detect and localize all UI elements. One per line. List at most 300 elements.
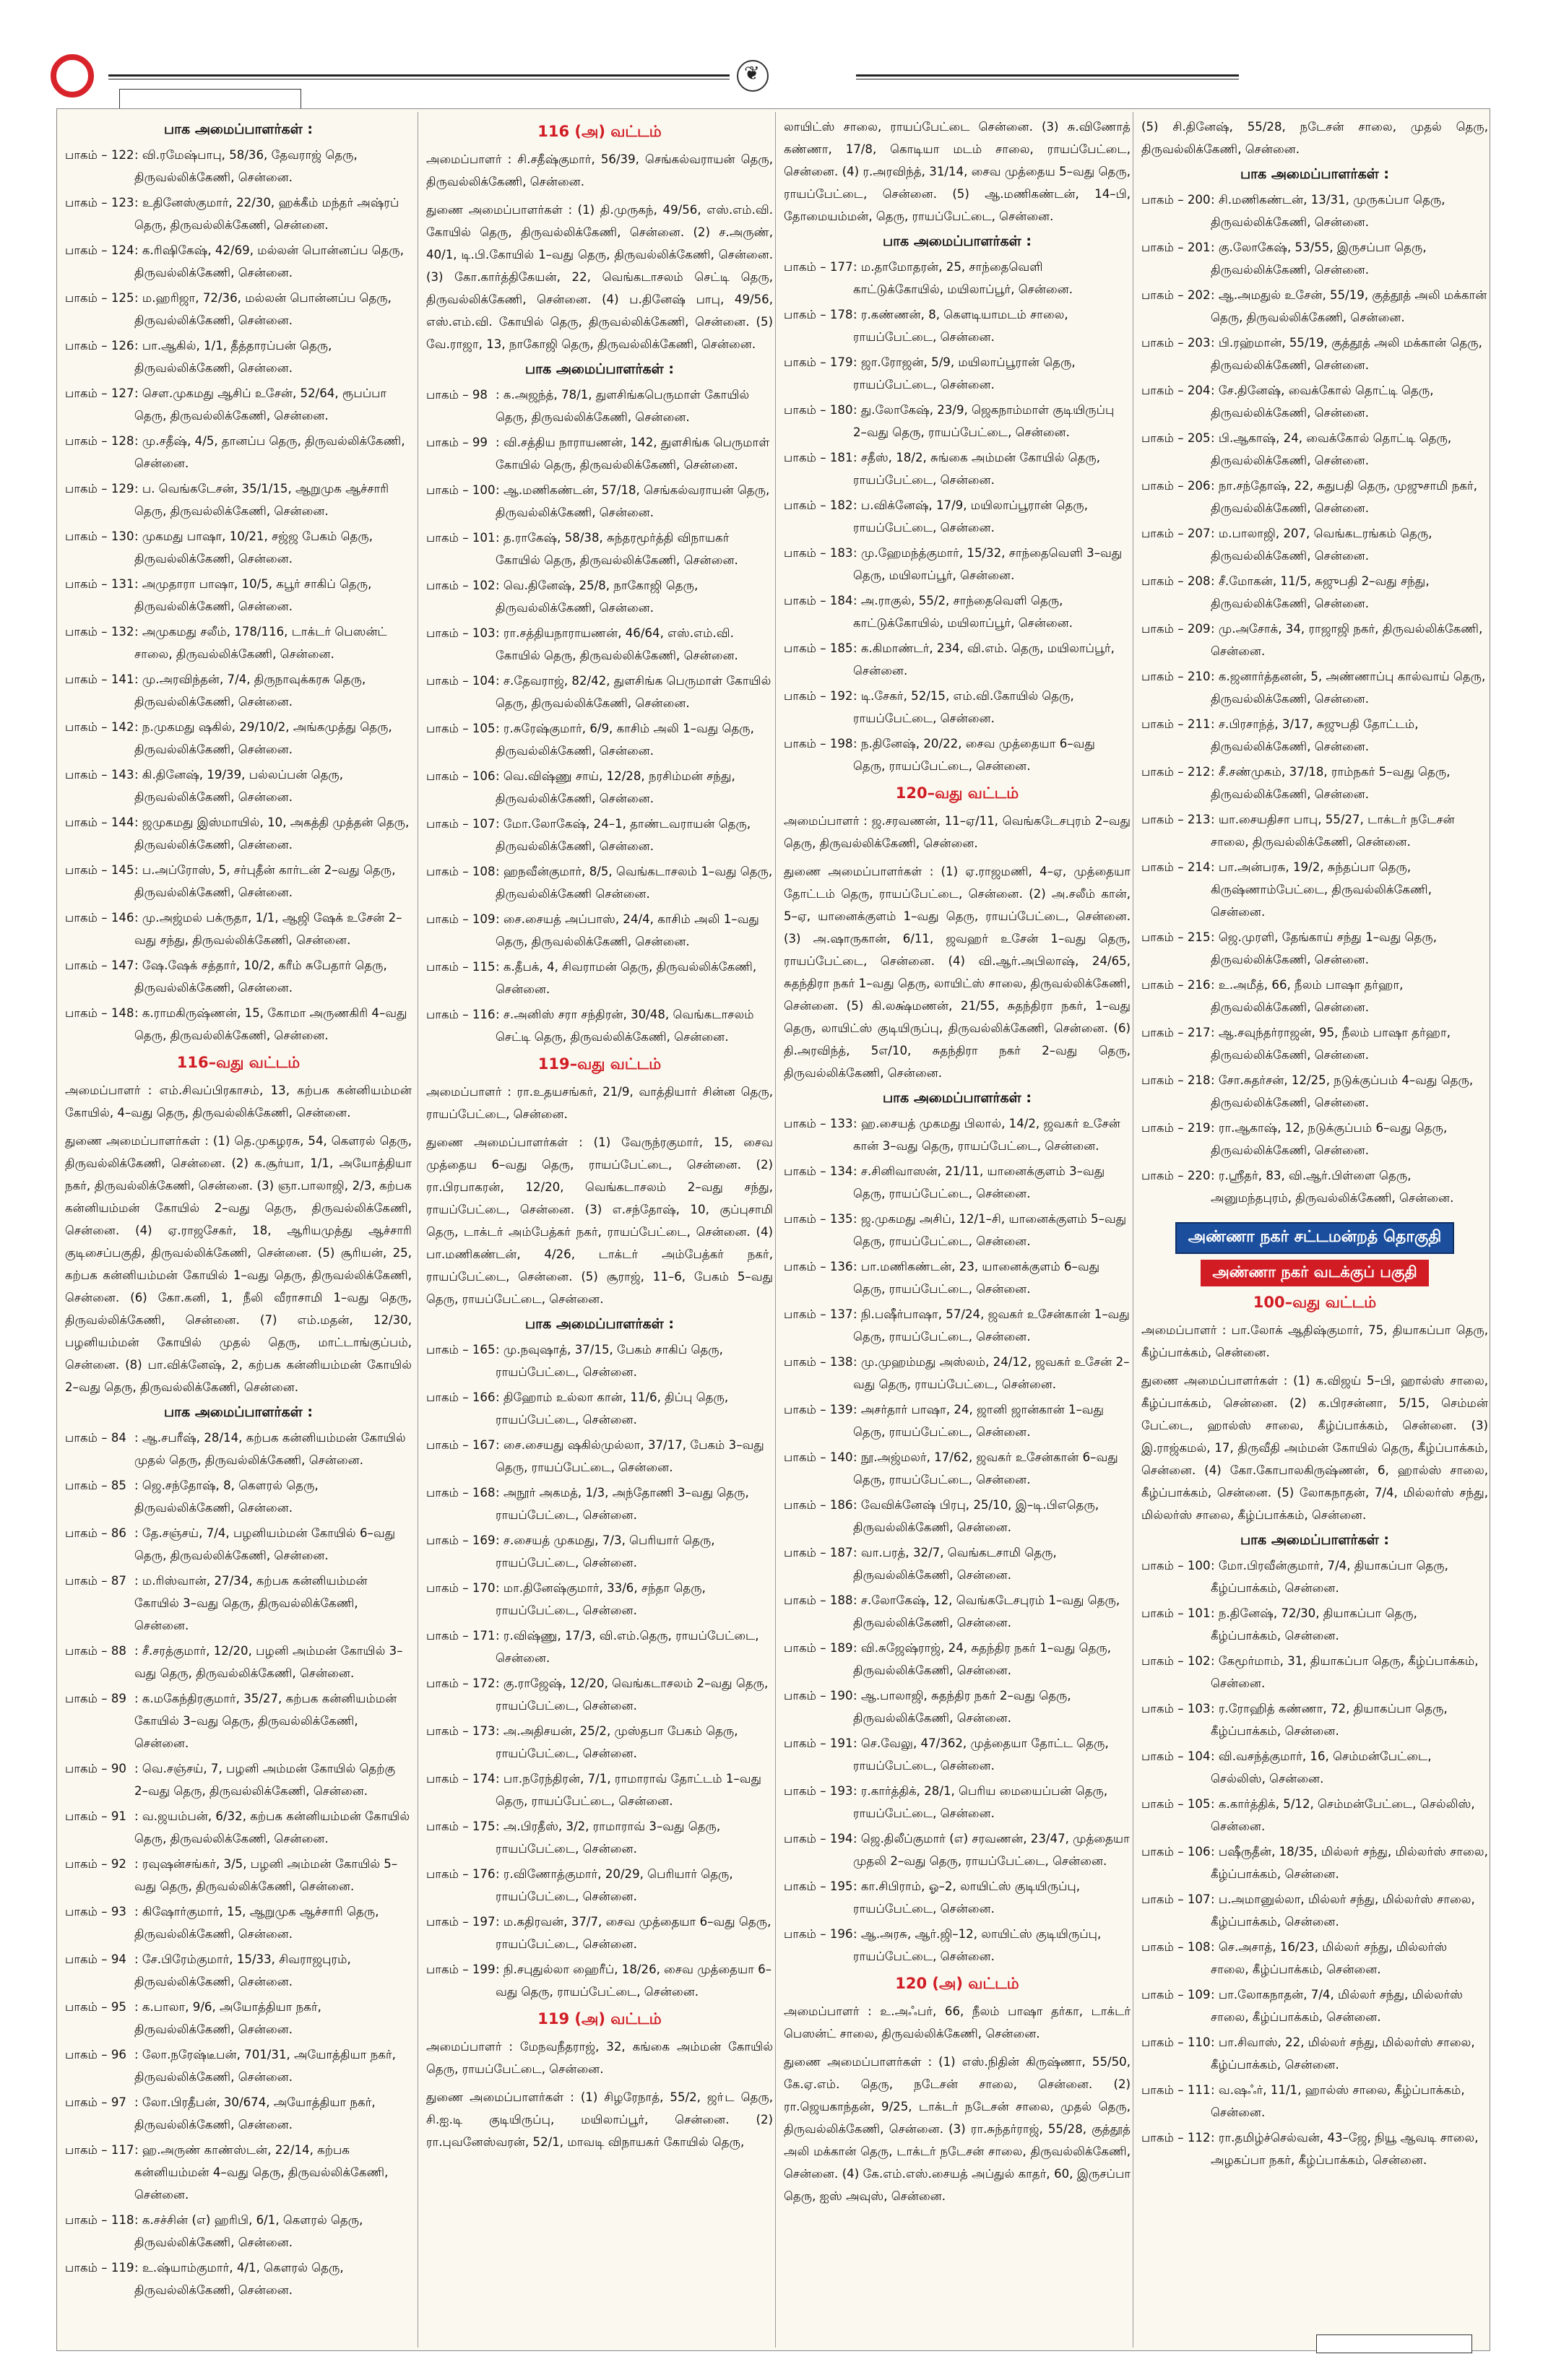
booth-number: பாகம் – 196 bbox=[784, 1927, 853, 1941]
booth-details: : ர.சுரேஷ்குமார், 6/9, காசிம் அலி 1–வது தெரு, திருவல்லிக்கேணி, சென்னை. bbox=[496, 722, 754, 758]
column-1 bbox=[65, 116, 412, 2344]
booth-details: : மு.அஜ்மல் பக்ருதா, 1/1, ஆஜி ஷேக் உசேன் 2–வது சந்து, திருவல்லிக்கேணி, சென்னை. bbox=[134, 911, 402, 947]
booth-details: : ஜமுகமது இஸ்மாயில், 10, அகத்தி முத்தன் தெரு, திருவல்லிக்கேணி, சென்னை. bbox=[134, 815, 410, 852]
booth-number: பாகம் – 166 bbox=[426, 1390, 496, 1404]
booth-number: பாகம் – 130 bbox=[65, 529, 134, 543]
booth-entry bbox=[426, 1481, 773, 1526]
booth-number: பாகம் – 181 bbox=[784, 451, 853, 464]
booth-details: : மோ.பிரவீன்குமார், 7/4, தியாகப்பா தெரு, கீழ்ப்பாக்கம், சென்னை. bbox=[1211, 1559, 1448, 1595]
booth-number: பாகம் – 137 bbox=[784, 1307, 853, 1321]
booth-entry bbox=[65, 906, 412, 951]
booth-number: பாகம் – 109 bbox=[426, 912, 496, 926]
booth-number: பாகம் – 106 bbox=[426, 769, 496, 783]
booth-details: : க.சச்சின் (எ) ஹரிபி, 6/1, கௌரல் தெரு, திருவல்லிக்கேணி, சென்னை. bbox=[134, 2213, 363, 2249]
footer-box bbox=[1316, 2334, 1472, 2353]
booth-entry bbox=[784, 1446, 1131, 1491]
rising-sun-emblem-icon bbox=[737, 60, 769, 92]
booth-details: : பா.அன்பரசு, 19/2, சுந்தப்பா தெரு, கிருஷ்ணாம்பேட்டை, திருவல்லிக்கேணி, சென்னை. bbox=[1211, 860, 1432, 919]
booth-entry bbox=[65, 716, 412, 761]
booth-details: : ச.தேவராஜ், 82/42, துளசிங்க பெருமாள் கோயில் தெரு, திருவல்லிக்கேணி, சென்னை. bbox=[496, 674, 772, 710]
booth-number: பாகம் – 124 bbox=[65, 243, 134, 257]
continued-text: (5) சி.தினேஷ், 55/28, நடேசன் சாலை, முதல் தெரு, திருவல்லிக்கேணி, சென்னை. bbox=[1141, 120, 1488, 156]
booth-number: பாகம் – 116 bbox=[426, 1008, 496, 1021]
booth-number: பாகம் – 148 bbox=[65, 1006, 134, 1020]
booth-details: : வி.சுஜேஷ்ராஜ், 24, சுதந்திர நகர் 1–வது தெரு, திருவல்லிக்கேணி, சென்னை. bbox=[853, 1641, 1112, 1677]
booth-entry bbox=[784, 1541, 1131, 1586]
booth-details: : ப.விக்னேஷ், 17/9, மயிலாப்பூரான் தெரு, ராயப்பேட்டை, சென்னை. bbox=[853, 498, 1088, 535]
booth-number: பாகம் – 205 bbox=[1141, 431, 1211, 445]
booth-entry bbox=[426, 1529, 773, 1574]
booth-details: : ம.ரிஸ்வான், 27/34, கற்பக கன்னியம்மன் கோயில் 3–வது தெரு, திருவல்லிக்கேணி, சென்னை. bbox=[134, 1574, 368, 1632]
booth-entry bbox=[1141, 1983, 1488, 2028]
booth-details: : த.ராகேஷ், 58/38, சுந்தரமூர்த்தி விநாயகர் கோயில் தெரு, திருவல்லிக்கேணி, சென்னை. bbox=[496, 531, 738, 567]
deputy-organisers-paragraph: துணை அமைப்பாளர்கள் : (1) எஸ்.நிதின் கிருஷ்ணா, 55/50, கே.ஏ.எம். தெரு, நடேசன் சாலை, சென்னை. (2) ரா.ஜெயகாந்தன், 9/25, டாக்டர் நடேசன் சாலை, முதல் தெரு, திருவல்லிக்கேணி, சென்னை. (3) ரா.சுந்தர்ராஜ், 55/28, குத்தூத் அலி மக்கான் தெரு, டாக்டர் நடேசன் சாலை, திருவல்லிக்கேணி, சென்னை. (4) கே.எம்.எஸ்.சையத் அப்துல் காதர், 60, இருசப்பா தெரு, ஐஸ் அவுஸ், சென்னை. bbox=[784, 2055, 1131, 2203]
booth-details: : ஹ.அருண் காண்ஸ்டன், 22/14, கற்பக கன்னியம்மன் 4–வது தெரு, திருவல்லிக்கேணி, சென்னை. bbox=[134, 2143, 389, 2202]
section-heading: பாக அமைப்பாளர்கள் : bbox=[524, 361, 674, 377]
booth-entry bbox=[1141, 1602, 1488, 1647]
booth-entry bbox=[426, 574, 773, 619]
booth-details: : ஜ.முகமது அசிப், 12/1–சி, யானைக்குளம் 5–வது தெரு, ராயப்பேட்டை, சென்னை. bbox=[853, 1212, 1127, 1248]
booth-number: பாகம் – 213 bbox=[1141, 813, 1211, 826]
booth-entry bbox=[426, 1386, 773, 1431]
booth-entry bbox=[426, 1672, 773, 1717]
booth-entry bbox=[426, 622, 773, 667]
ward-heading: 120–வது வட்டம் bbox=[895, 784, 1019, 802]
booth-details: : சே.பிரேம்குமார், 15/33, சிவராஜபுரம், திருவல்லிக்கேணி, சென்னை. bbox=[134, 1952, 351, 1989]
booth-number: பாகம் – 93 bbox=[65, 1905, 126, 1918]
booth-number: பாகம் – 100 bbox=[426, 483, 496, 497]
deputy-organisers-paragraph: துணை அமைப்பாளர்கள் : (1) சிழரேநாத், 55/2, ஜா்ட தெரு, சி.ஐ.டி குடியிருப்பு, மயிலாப்பூர், சென்னை. (2) ரா.புவனேஸ்வரன், 52/1, மாவடி விநாயகர் கோயில் தெரு, bbox=[426, 2090, 773, 2149]
booth-details: : ஆ.சபரீஷ், 28/14, கற்பக கன்னியம்மன் கோயில் முதல் தெரு, திருவல்லிக்கேணி, சென்னை. bbox=[134, 1431, 406, 1467]
booth-entry bbox=[784, 1255, 1131, 1300]
booth-entry bbox=[65, 1853, 412, 1897]
booth-details: : டி.சேகர், 52/15, எம்.வி.கோயில் தெரு, ராயப்பேட்டை, சென்னை. bbox=[853, 689, 1074, 725]
masthead-logo bbox=[51, 54, 94, 98]
booth-number: பாகம் – 193 bbox=[784, 1784, 853, 1798]
ward-heading: 120 (அ) வட்டம் bbox=[895, 1975, 1019, 1992]
booth-entry bbox=[784, 1684, 1131, 1729]
booth-entry bbox=[784, 351, 1131, 396]
booth-number: பாகம் – 92 bbox=[65, 1857, 126, 1871]
booth-details: : அ.அதிசயன், 25/2, முஸ்தபா பேகம் தெரு, ராயப்பேட்டை, சென்னை. bbox=[496, 1724, 738, 1760]
booth-entry bbox=[65, 477, 412, 522]
booth-entry bbox=[426, 1958, 773, 2003]
booth-entry bbox=[65, 1996, 412, 2041]
booth-entry bbox=[65, 382, 412, 427]
section-heading: பாக அமைப்பாளர்கள் : bbox=[1240, 1532, 1389, 1548]
booth-number: பாகம் – 102 bbox=[426, 579, 496, 592]
booth-details: : ஆ.சவுந்தர்ராஜன், 95, நீலம் பாஷா தர்ஹா, திருவல்லிக்கேணி, சென்னை. bbox=[1211, 1026, 1451, 1062]
booth-number: பாகம் – 147 bbox=[65, 959, 134, 972]
booth-details: : ஆ.மணிகண்டன், 57/18, செங்கல்வராயன் தெரு, திருவல்லிக்கேணி, சென்னை. bbox=[496, 483, 770, 519]
booth-details: : வெ.தினேஷ், 25/8, நாகோஜி தெரு, திருவல்லிக்கேணி, சென்னை. bbox=[496, 579, 699, 615]
booth-entry bbox=[65, 1805, 412, 1850]
booth-details: : கி.தினேஷ், 19/39, பல்லப்பன் தெரு, திருவல்லிக்கேணி, சென்னை. bbox=[134, 768, 344, 804]
booth-entry bbox=[1141, 926, 1488, 971]
booth-details: : வி.ரமேஷ்பாபு, 58/36, தேவராஜ் தெரு, திருவல்லிக்கேணி, சென்னை. bbox=[134, 148, 358, 184]
booth-details: : ஷே.ஷேக் சத்தார், 10/2, கரீம் சுபேதார் தெரு, திருவல்லிக்கேணி, சென்னை. bbox=[134, 959, 387, 995]
booth-details: : வா.பரத், 32/7, வெங்கடசாமி தெரு, திருவல்லிக்கேணி, சென்னை. bbox=[853, 1546, 1057, 1582]
booth-entry bbox=[1141, 974, 1488, 1018]
booth-entry bbox=[65, 430, 412, 475]
booth-number: பாகம் – 208 bbox=[1141, 574, 1211, 588]
booth-details: : ச.சையத் முகமது, 7/3, பெரியார் தெரு, ராயப்பேட்டை, சென்னை. bbox=[496, 1533, 715, 1570]
booth-number: பாகம் – 132 bbox=[65, 625, 134, 639]
booth-number: பாகம் – 178 bbox=[784, 308, 853, 321]
booth-number: பாகம் – 201 bbox=[1141, 241, 1211, 254]
booth-details: : சீ.சண்முகம், 37/18, ராம்நகர் 5–வது தெரு, திருவல்லிக்கேணி, சென்னை. bbox=[1211, 765, 1451, 801]
booth-details: : நி.பஷீர்பாஷா, 57/24, ஜவகர் உசேன்கான் 1–வது தெரு, ராயப்பேட்டை, சென்னை. bbox=[853, 1307, 1130, 1343]
booth-entry bbox=[1141, 1117, 1488, 1161]
booth-details: : கு.லோகேஷ், 53/55, இருசப்பா தெரு, திருவல்லிக்கேணி, சென்னை. bbox=[1211, 241, 1427, 277]
booth-entry bbox=[1141, 1069, 1488, 1114]
booth-entry bbox=[65, 2209, 412, 2254]
booth-entry bbox=[65, 1900, 412, 1945]
booth-details: : கு.ராஜேஷ், 12/20, வெங்கடாசலம் 2–வது தெரு, ராயப்பேட்டை, சென்னை. bbox=[496, 1676, 769, 1713]
booth-number: பாகம் – 109 bbox=[1141, 1988, 1211, 2002]
booth-details: : ஜெ.திலீப்குமார் (எ) சரவணன், 23/47, முத்தையா முதலி 2–வது தெரு, ராயப்பேட்டை, சென்னை. bbox=[853, 1832, 1130, 1868]
booth-details: : ந.தினேஷ், 20/22, சைவ முத்தையா 6–வது தெரு, ராயப்பேட்டை, சென்னை. bbox=[853, 737, 1095, 773]
booth-number: பாகம் – 107 bbox=[426, 817, 496, 831]
booth-number: பாகம் – 142 bbox=[65, 720, 134, 734]
booth-number: பாகம் – 167 bbox=[426, 1438, 496, 1452]
booth-details: : செ.அசாத், 16/23, மில்லர் சந்து, மில்லர்ஸ் சாலை, கீழ்ப்பாக்கம், சென்னை. bbox=[1211, 1940, 1448, 1976]
booth-details: : ச.சினிவாஸன், 21/11, யானைக்குளம் 3–வது தெரு, ராயப்பேட்டை, சென்னை. bbox=[853, 1164, 1105, 1200]
booth-details: : மு.முஹம்மது அஸ்லம், 24/12, ஜவகர் உசேன் 2–வது தெரு, ராயப்பேட்டை, சென்னை. bbox=[853, 1355, 1130, 1391]
booth-details: : செ.வேலு, 47/362, முத்தையா தோட்ட தெரு, ராயப்பேட்டை, சென்னை. bbox=[853, 1736, 1109, 1773]
booth-number: பாகம் – 119 bbox=[65, 2261, 134, 2275]
booth-number: பாகம் – 185 bbox=[784, 641, 853, 655]
booth-number: பாகம் – 177 bbox=[784, 260, 853, 274]
ward-heading: 119–வது வட்டம் bbox=[537, 1055, 662, 1073]
booth-details: : சே.தினேஷ், வைக்கோல் தொட்டி தெரு, திருவல்லிக்கேணி, சென்னை. bbox=[1211, 384, 1434, 420]
booth-number: பாகம் – 146 bbox=[65, 911, 134, 925]
column-2 bbox=[426, 116, 773, 2344]
booth-details: : ரா.தமிழ்ச்செல்வன், 43–ஜே, நியூ ஆவடி சாலை, அழகப்பா நகர், கீழ்ப்பாக்கம், சென்னை. bbox=[1211, 2131, 1479, 2167]
booth-number: பாகம் – 183 bbox=[784, 546, 853, 560]
booth-entry bbox=[784, 303, 1131, 348]
booth-details: : மோ.லோகேஷ், 24–1, தாண்டவராயன் தெரு, திருவல்லிக்கேணி, சென்னை. bbox=[496, 817, 751, 853]
booth-number: பாகம் – 179 bbox=[784, 355, 853, 369]
booth-details: : க.மகேந்திரகுமார், 35/27, கற்பக கன்னியம்மன் கோயில் 3–வது தெரு, திருவல்லிக்கேணி, சென்னை. bbox=[134, 1692, 397, 1750]
booth-details: : சதீஸ், 18/2, சுங்கை அம்மன் கோயில் தெரு, ராயப்பேட்டை, சென்னை. bbox=[853, 451, 1101, 487]
booth-number: பாகம் – 101 bbox=[426, 531, 496, 545]
booth-entry bbox=[784, 1208, 1131, 1252]
booth-number: பாகம் – 206 bbox=[1141, 479, 1211, 493]
booth-details: : நா.சந்தோஷ், 22, சுதுபதி தெரு, முஜுசாமி நகர், திருவல்லிக்கேணி, சென்னை. bbox=[1211, 479, 1477, 515]
booth-entry bbox=[65, 1002, 412, 1047]
header-rule-right bbox=[856, 74, 1239, 79]
ward-heading: 100–வது வட்டம் bbox=[1253, 1294, 1377, 1311]
booth-entry bbox=[65, 1757, 412, 1802]
booth-details: : ம.பாலாஜி, 207, வெங்கடரங்கம் தெரு, திருவல்லிக்கேணி, சென்னை. bbox=[1211, 527, 1432, 563]
booth-details: : து.லோகேஷ், 23/9, ஜெகநாம்மாள் குடியிருப்பு 2–வது தெரு, ராயப்பேட்டை, சென்னை. bbox=[853, 403, 1115, 439]
booth-number: பாகம் – 203 bbox=[1141, 336, 1211, 350]
booth-entry bbox=[65, 620, 412, 665]
booth-number: பாகம் – 138 bbox=[784, 1355, 853, 1369]
booth-details: : க.ஜனார்த்தனன், 5, அண்ணாப்பு கால்வாய் தெரு, திருவல்லிக்கேணி, சென்னை. bbox=[1211, 670, 1486, 706]
booth-entry bbox=[426, 1863, 773, 1908]
booth-details: : நி.சபுதுல்லா ஹைரீப், 18/26, சைவ முத்தையா 6–வது தெரு, ராயப்பேட்டை, சென்னை. bbox=[496, 1963, 772, 1999]
booth-number: பாகம் – 85 bbox=[65, 1479, 126, 1492]
booth-details: : கா.சிபிராம், ஓ–2, லாயிட்ஸ் குடியிருப்பு, ராயப்பேட்டை, சென்னை. bbox=[853, 1879, 1081, 1916]
booth-number: பாகம் – 220 bbox=[1141, 1169, 1211, 1182]
booth-details: : ப.அமானுல்லா, மில்லர் சந்து, மில்லர்ஸ் சாலை, கீழ்ப்பாக்கம், சென்னை. bbox=[1211, 1892, 1475, 1929]
booth-number: பாகம் – 91 bbox=[65, 1809, 126, 1823]
booth-details: : மா.தினேஷ்குமார், 33/6, சந்தா தெரு, ராயப்பேட்டை, சென்னை. bbox=[496, 1581, 706, 1617]
booth-entry bbox=[784, 1351, 1131, 1395]
booth-entry bbox=[426, 1767, 773, 1812]
booth-entry bbox=[784, 1637, 1131, 1682]
booth-entry bbox=[1141, 665, 1488, 710]
booth-details: : அநூர் அகமத், 1/3, அந்தோணி 3–வது தெரு, ராயப்பேட்டை, சென்னை. bbox=[496, 1486, 749, 1522]
booth-entry bbox=[784, 1303, 1131, 1348]
section-heading: பாக அமைப்பாளர்கள் : bbox=[882, 233, 1032, 249]
booth-details: : திஹோம் உல்லா கான், 11/6, திப்பு தெரு, ராயப்பேட்டை, சென்னை. bbox=[496, 1390, 729, 1427]
booth-details: : ர.ரோஹித் கண்ணா, 72, தியாகப்பா தெரு, கீழ்ப்பாக்கம், சென்னை. bbox=[1211, 1702, 1448, 1738]
booth-details: : ஆ.அரசு, ஆர்.ஜி–12, லாயிட்ஸ் குடியிருப்பு, ராயப்பேட்டை, சென்னை. bbox=[853, 1927, 1102, 1963]
booth-entry bbox=[784, 1589, 1131, 1634]
booth-entry bbox=[65, 2139, 412, 2206]
booth-details: : முகமது பாஷா, 10/21, சஜ்ஜ பேகம் தெரு, திருவல்லிக்கேணி, சென்னை. bbox=[134, 529, 373, 566]
booth-entry bbox=[65, 1687, 412, 1754]
booth-entry bbox=[1141, 1888, 1488, 1933]
ward-heading: 116–வது வட்டம் bbox=[176, 1054, 301, 1071]
deputy-organisers-paragraph: துணை அமைப்பாளர்கள் : (1) தெ.முகழரசு, 54, கௌரல் தெரு, திருவல்லிக்கேணி, சென்னை. (2) க.சூர்யா, 1/1, அயோத்தியா நகர், திருவல்லிக்கேணி, சென்னை. (3) ஞா.பாலாஜி, 2/3, கற்பக கன்னியம்மன் கோயில் 2–வது தெரு, திருவல்லிக்கேணி, சென்னை. (4) ஏ.ராஜசேகர், 18, ஆரியமுத்து ஆச்சாரி குடிசைப்பகுதி, திருவல்லிக்கேணி, சென்னை. (5) சூரியன், 25, கற்பக கன்னியம்மன் கோயில் 1–வது தெரு, திருவல்லிக்கேணி, சென்னை. (6) கோ.கனி, 1, நீலி வீராசாமி 1–வது தெரு, திருவல்லிக்கேணி, சென்னை. (7) எம்.மதன், 12/30, பழனியம்மன் கோயில் முதல் தெரு, மாட்டாங்குப்பம், சென்னை. (8) பா.விக்னேஷ், 2, கற்பக கன்னியம்மன் கோயில் 2–வது தெரு, திருவல்லிக்கேணி, சென்னை. bbox=[65, 1134, 412, 1394]
booth-number: பாகம் – 215 bbox=[1141, 930, 1211, 944]
booth-entry bbox=[1141, 2079, 1488, 2124]
booth-number: பாகம் – 195 bbox=[784, 1879, 853, 1893]
booth-entry bbox=[784, 685, 1131, 730]
booth-details: : உ.ஷ்யாம்குமார், 4/1, கௌரல் தெரு, திருவல்லிக்கேணி, சென்னை. bbox=[134, 2261, 344, 2297]
section-heading: பாக அமைப்பாளர்கள் : bbox=[524, 1316, 674, 1332]
booth-entry bbox=[426, 956, 773, 1000]
booth-number: பாகம் – 100 bbox=[1141, 1559, 1211, 1572]
column-4 bbox=[1141, 116, 1488, 2344]
booth-details: : ந.தினேஷ், 72/30, தியாகப்பா தெரு, கீழ்ப்பாக்கம், சென்னை. bbox=[1211, 1606, 1417, 1643]
booth-number: பாகம் – 84 bbox=[65, 1431, 126, 1445]
booth-number: பாகம் – 184 bbox=[784, 594, 853, 607]
booth-entry bbox=[65, 2043, 412, 2088]
booth-details: : க.தீபக், 4, சிவராமன் தெரு, திருவல்லிக்கேணி, சென்னை. bbox=[496, 960, 757, 996]
booth-number: பாகம் – 188 bbox=[784, 1593, 853, 1607]
booth-number: பாகம் – 202 bbox=[1141, 288, 1211, 302]
booth-details: : ஹ.சையத் முகமது பிலால், 14/2, ஜவகர் உசேன் கான் 3–வது தெரு, ராயப்பேட்டை, சென்னை. bbox=[853, 1117, 1120, 1153]
booth-number: பாகம் – 210 bbox=[1141, 670, 1211, 683]
booth-details: : க.ரிஷிகேஷ், 42/69, மல்லன் பொன்னப்ப தெரு, திருவல்லிக்கேணி, சென்னை. bbox=[134, 243, 405, 280]
section-heading: பாக அமைப்பாளர்கள் : bbox=[163, 1404, 313, 1420]
booth-number: பாகம் – 88 bbox=[65, 1644, 126, 1658]
booth-entry bbox=[65, 1948, 412, 1993]
booth-entry bbox=[1141, 713, 1488, 758]
booth-entry bbox=[1141, 1745, 1488, 1790]
booth-entry bbox=[784, 1923, 1131, 1968]
booth-number: பாகம் – 96 bbox=[65, 2048, 126, 2061]
booth-number: பாகம் – 169 bbox=[426, 1533, 496, 1547]
booth-entry bbox=[784, 494, 1131, 539]
booth-number: பாகம் – 200 bbox=[1141, 193, 1211, 207]
ward-heading: 119 (அ) வட்டம் bbox=[537, 2010, 662, 2028]
booth-details: : மு.அசோக், 34, ராஜாஜி நகர், திருவல்லிக்கேணி, சென்னை. bbox=[1211, 622, 1483, 658]
booth-entry bbox=[65, 1570, 412, 1637]
ward-heading: 116 (அ) வட்டம் bbox=[537, 123, 662, 140]
booth-details: : சோ.சுதர்சன், 12/25, நடுக்குப்பம் 4–வது தெரு, திருவல்லிக்கேணி, சென்னை. bbox=[1211, 1073, 1474, 1109]
section-heading: பாக அமைப்பாளர்கள் : bbox=[1240, 166, 1389, 182]
booth-entry bbox=[65, 287, 412, 332]
booth-number: பாகம் – 186 bbox=[784, 1498, 853, 1512]
section-heading: பாக அமைப்பாளர்கள் : bbox=[882, 1090, 1032, 1106]
booth-number: பாகம் – 139 bbox=[784, 1403, 853, 1416]
booth-entry bbox=[1141, 1840, 1488, 1885]
booth-number: பாகம் – 198 bbox=[784, 737, 853, 750]
booth-details: : ம.ஹரிஜா, 72/36, மல்லன் பொன்னப்ப தெரு, திருவல்லிக்கேணி, சென்னை. bbox=[134, 291, 392, 327]
booth-details: : சை.சையத் அப்பாஸ், 24/4, காசிம் அலி 1–வது தெரு, திருவல்லிக்கேணி, சென்னை. bbox=[496, 912, 759, 948]
booth-entry bbox=[784, 1398, 1131, 1443]
column-divider bbox=[775, 112, 776, 2347]
booth-number: பாகம் – 211 bbox=[1141, 717, 1211, 731]
booth-details: : தே.சஞ்சய், 7/4, பழனியம்மன் கோயில் 6–வது தெரு, திருவல்லிக்கேணி, சென்னை. bbox=[134, 1526, 396, 1562]
booth-details: : ஜெ.முரளி, தேங்காய் சந்து 1–வது தெரு, திருவல்லிக்கேணி, சென்னை. bbox=[1211, 930, 1437, 966]
booth-details: : ந.முகமது ஷகில், 29/10/2, அங்கமுத்து தெரு, திருவல்லிக்கேணி, சென்னை. bbox=[134, 720, 392, 756]
booth-details: : ப. வெங்கடேசன், 35/1/15, ஆறுமுக ஆச்சாரி தெரு, திருவல்லிக்கேணி, சென்னை. bbox=[134, 482, 389, 518]
booth-entry bbox=[1141, 808, 1488, 853]
booth-entry bbox=[784, 1160, 1131, 1205]
booth-details: : லோ.பிரதீபன், 30/674, அயோத்தியா நகர், திருவல்லிக்கேணி, சென்னை. bbox=[134, 2095, 376, 2132]
booth-details: : ரா.சத்தியநாராயணன், 46/64, எஸ்.எம்.வி. கோயில் தெரு, திருவல்லிக்கேணி, சென்னை. bbox=[496, 626, 738, 662]
booth-number: பாகம் – 143 bbox=[65, 768, 134, 782]
booth-entry bbox=[65, 239, 412, 284]
booth-entry bbox=[784, 589, 1131, 634]
booth-entry bbox=[1141, 1650, 1488, 1695]
booth-number: பாகம் – 191 bbox=[784, 1736, 853, 1750]
booth-entry bbox=[1141, 522, 1488, 567]
booth-entry bbox=[784, 637, 1131, 682]
booth-number: பாகம் – 141 bbox=[65, 672, 134, 686]
booth-number: பாகம் – 199 bbox=[426, 1963, 496, 1976]
deputy-organisers-paragraph: துணை அமைப்பாளர்கள் : (1) வேருந்ரகுமார், 15, சைவ முத்தைய 6–வது தெரு, ராயப்பேட்டை, சென்னை. (2) ரா.பிரபாகரன், 12/20, வெங்கடாசலம் 2–வது சந்து, ராயப்பேட்டை, சென்னை. (3) எ.சந்தோஷ், 10, குப்புசாமி தெரு, டாக்டர் அம்பேத்கர் நகர், ராயப்பேட்டை, சென்னை. (4) பா.மணிகண்டன், 4/26, டாக்டர் அம்பேத்கர் நகர், ராயப்பேட்டை, சென்னை. (5) சூராஜ், 11–6, பேகம் 5–வது தெரு, ராயப்பேட்டை, சென்னை. bbox=[426, 1135, 773, 1306]
booth-details: : ர.கண்ணன், 8, கௌடியாமடம் சாலை, ராயப்பேட்டை, சென்னை. bbox=[853, 308, 1068, 344]
booth-number: பாகம் – 175 bbox=[426, 1819, 496, 1833]
booth-entry bbox=[65, 811, 412, 856]
booth-number: பாகம் – 182 bbox=[784, 498, 853, 512]
booth-entry bbox=[426, 431, 773, 476]
booth-entry bbox=[426, 1338, 773, 1383]
page-header bbox=[51, 54, 1481, 112]
deputy-organisers-paragraph: துணை அமைப்பாளர்கள் : (1) தி.முருகந், 49/56, எஸ்.எம்.வி. கோயில் தெரு, திருவல்லிக்கேணி, சென்னை. (2) ச.அருண், 40/1, டி.பி.கோயில் 1–வது தெரு, திருவல்லிக்கேணி, சென்னை. (3) கோ.கார்த்திகேயன், 22, வெங்கடாசலம் செட்டி தெரு, திருவல்லிக்கேணி, சென்னை. (4) ப.தினேஷ் பாபு, 49/56, எஸ்.எம்.வி. கோயில் தெரு, திருவல்லிக்கேணி, சென்னை. (5) வே.ராஜா, 13, நாகோஜி தெரு, திருவல்லிக்கேணி, சென்னை. bbox=[426, 203, 773, 351]
booth-entry bbox=[426, 479, 773, 524]
booth-number: பாகம் – 173 bbox=[426, 1724, 496, 1738]
booth-number: பாகம் – 97 bbox=[65, 2095, 126, 2109]
booth-entry bbox=[65, 334, 412, 379]
booth-entry bbox=[426, 765, 773, 810]
booth-number: பாகம் – 112 bbox=[1141, 2131, 1211, 2145]
booth-entry bbox=[426, 527, 773, 571]
booth-entry bbox=[1141, 2031, 1488, 2076]
booth-entry bbox=[784, 399, 1131, 443]
booth-entry bbox=[426, 1577, 773, 1622]
organiser-line: அமைப்பாளர் : மேநவநீதராஜ், 32, கங்கை அம்மன் கோயில் தெரு, ராயப்பேட்டை, சென்னை. bbox=[426, 2040, 773, 2076]
booth-number: பாகம் – 219 bbox=[1141, 1121, 1211, 1135]
booth-number: பாகம் – 176 bbox=[426, 1867, 496, 1881]
booth-details: : ஆ.அமதுல் உசேன், 55/19, குத்தூத் அலி மக்கான் தெரு, திருவல்லிக்கேணி, சென்னை. bbox=[1211, 288, 1487, 324]
booth-details: : மு.ஹேமந்த்குமார், 15/32, சாந்தைவெளி 3–வது தெரு, மயிலாப்பூர், சென்னை. bbox=[853, 546, 1123, 582]
booth-number: பாகம் – 98 bbox=[426, 388, 488, 402]
booth-details: : ரா.ஆகாஷ், 12, நடுக்குப்பம் 6–வது தெரு, திருவல்லிக்கேணி, சென்னை. bbox=[1211, 1121, 1448, 1157]
booth-number: பாகம் – 101 bbox=[1141, 1606, 1211, 1620]
booth-number: பாகம் – 128 bbox=[65, 434, 134, 448]
booth-number: பாகம் – 136 bbox=[784, 1260, 853, 1273]
booth-details: : மு.நவுஷாத், 37/15, பேகம் சாகிப் தெரு, ராயப்பேட்டை, சென்னை. bbox=[496, 1343, 723, 1379]
continued-text: லாயிட்ஸ் சாலை, ராயப்பேட்டை சென்னை. (3) சு.விணோத் கண்ணா, 17/8, கொடியா மடம் சாலை, ராயப்பேட்டை, சென்னை. (4) ர.அரவிந்த், 31/14, சைவ முத்தைய 5–வது தெரு, ராயப்பேட்டை, சென்னை. (5) ஆ.மணிகண்டன், 14–பி, தோமையம்மன், தெரு, ராயப்பேட்டை, சென்னை. bbox=[784, 120, 1131, 223]
booth-entry bbox=[65, 1427, 412, 1471]
booth-details: : ஹநவீன்குமார், 8/5, வெங்கடாசலம் 1–வது தெரு, திருவல்லிக்கேணி சென்னை. bbox=[496, 865, 773, 901]
booth-number: பாகம் – 192 bbox=[784, 689, 853, 703]
booth-number: பாகம் – 212 bbox=[1141, 765, 1211, 779]
booth-details: : ம.தாமோதரன், 25, சாந்தைவெளி காட்டுக்கோயில், மயிலாப்பூர், சென்னை. bbox=[853, 260, 1073, 296]
booth-number: பாகம் – 105 bbox=[1141, 1797, 1211, 1811]
booth-details: : மு.அரவிந்தன், 7/4, திருநாவுக்கரசு தெரு, திருவல்லிக்கேணி, சென்னை. bbox=[134, 672, 366, 709]
booth-entry bbox=[426, 670, 773, 714]
booth-details: : அ.ராகுல், 55/2, சாந்தைவெளி தெரு, காட்டுக்கோயில், மயிலாப்பூர், சென்னை. bbox=[853, 594, 1073, 630]
booth-entry bbox=[1141, 618, 1488, 662]
booth-entry bbox=[1141, 1164, 1488, 1209]
booth-number: பாகம் – 134 bbox=[784, 1164, 853, 1178]
booth-number: பாகம் – 111 bbox=[1141, 2083, 1211, 2097]
booth-details: : அமுதாரா பாஷா, 10/5, கபூர் சாகிப் தெரு, திருவல்லிக்கேணி, சென்னை. bbox=[134, 577, 372, 613]
booth-details: : பஷீருதீன், 18/35, மில்லர் சந்து, மில்லர்ஸ் சாலை, கீழ்ப்பாக்கம், சென்னை. bbox=[1211, 1845, 1488, 1881]
booth-entry bbox=[1141, 856, 1488, 923]
booth-number: பாகம் – 171 bbox=[426, 1629, 496, 1643]
booth-number: பாகம் – 127 bbox=[65, 386, 134, 400]
booth-number: பாகம் – 174 bbox=[426, 1772, 496, 1786]
booth-details: : அ.பிரதீஸ், 3/2, ராமாராவ் 3–வது தெரு, ராயப்பேட்டை, சென்னை. bbox=[496, 1819, 721, 1856]
booth-number: பாகம் – 165 bbox=[426, 1343, 496, 1356]
booth-entry bbox=[784, 732, 1131, 777]
booth-entry bbox=[784, 542, 1131, 587]
booth-details: : ஜெ.சந்தோஷ், 8, கௌரல் தெரு, திருவல்லிக்கேணி, சென்னை. bbox=[134, 1479, 319, 1515]
organiser-line: அமைப்பாளர் : உ.அஃபர், 66, நீலம் பாஷா தர்கா, டாக்டர் பெஸன்ட் சாலை, திருவல்லிக்கேணி, சென்னை. bbox=[784, 2004, 1131, 2041]
booth-details: : உ.அமீத், 66, நீலம் பாஷா தர்ஹா, திருவல்லிக்கேணி, சென்னை. bbox=[1211, 978, 1404, 1014]
booth-entry bbox=[1141, 1021, 1488, 1066]
booth-details: : சீ.மோகன், 11/5, சுஜுபதி 2–வது சந்து, திருவல்லிக்கேணி, சென்னை. bbox=[1211, 574, 1430, 610]
booth-details: : ச.பிரசாந்த், 3/17, சுஜுபதி தோட்டம், திருவல்லிக்கேணி, சென்னை. bbox=[1211, 717, 1419, 753]
booth-details: : யா.சையதிசா பாபு, 55/27, டாக்டர் நடேசன் சாலை, திருவல்லிக்கேணி, சென்னை. bbox=[1211, 813, 1455, 849]
booth-entry bbox=[426, 384, 773, 428]
booth-number: பாகம் – 131 bbox=[65, 577, 134, 591]
booth-entry bbox=[1141, 761, 1488, 805]
booth-details: : க.பாலா, 9/6, அயோத்தியா நகர், திருவல்லிக்கேணி, சென்னை. bbox=[134, 2000, 321, 2036]
booth-entry bbox=[784, 256, 1131, 300]
booth-number: பாகம் – 140 bbox=[784, 1450, 853, 1464]
column-3 bbox=[784, 116, 1131, 2344]
booth-entry bbox=[1141, 379, 1488, 424]
booth-entry bbox=[65, 2091, 412, 2136]
booth-number: பாகம் – 123 bbox=[65, 196, 134, 209]
booth-number: பாகம் – 102 bbox=[1141, 1654, 1211, 1668]
booth-entry bbox=[65, 1640, 412, 1684]
booth-number: பாகம் – 214 bbox=[1141, 860, 1211, 874]
booth-number: பாகம் – 95 bbox=[65, 2000, 126, 2014]
booth-number: பாகம் – 118 bbox=[65, 2213, 134, 2227]
page-number-box bbox=[119, 89, 301, 109]
booth-number: பாகம் – 103 bbox=[1141, 1702, 1211, 1715]
constituency-banner bbox=[1141, 1222, 1488, 1286]
booth-number: பாகம் – 89 bbox=[65, 1692, 126, 1705]
booth-details: : பா.ஆகில், 1/1, தீத்தாரப்பன் தெரு, திருவல்லிக்கேணி, சென்னை. bbox=[134, 339, 332, 375]
booth-entry bbox=[426, 1911, 773, 1955]
booth-number: பாகம் – 107 bbox=[1141, 1892, 1211, 1906]
booth-number: பாகம் – 129 bbox=[65, 482, 134, 496]
